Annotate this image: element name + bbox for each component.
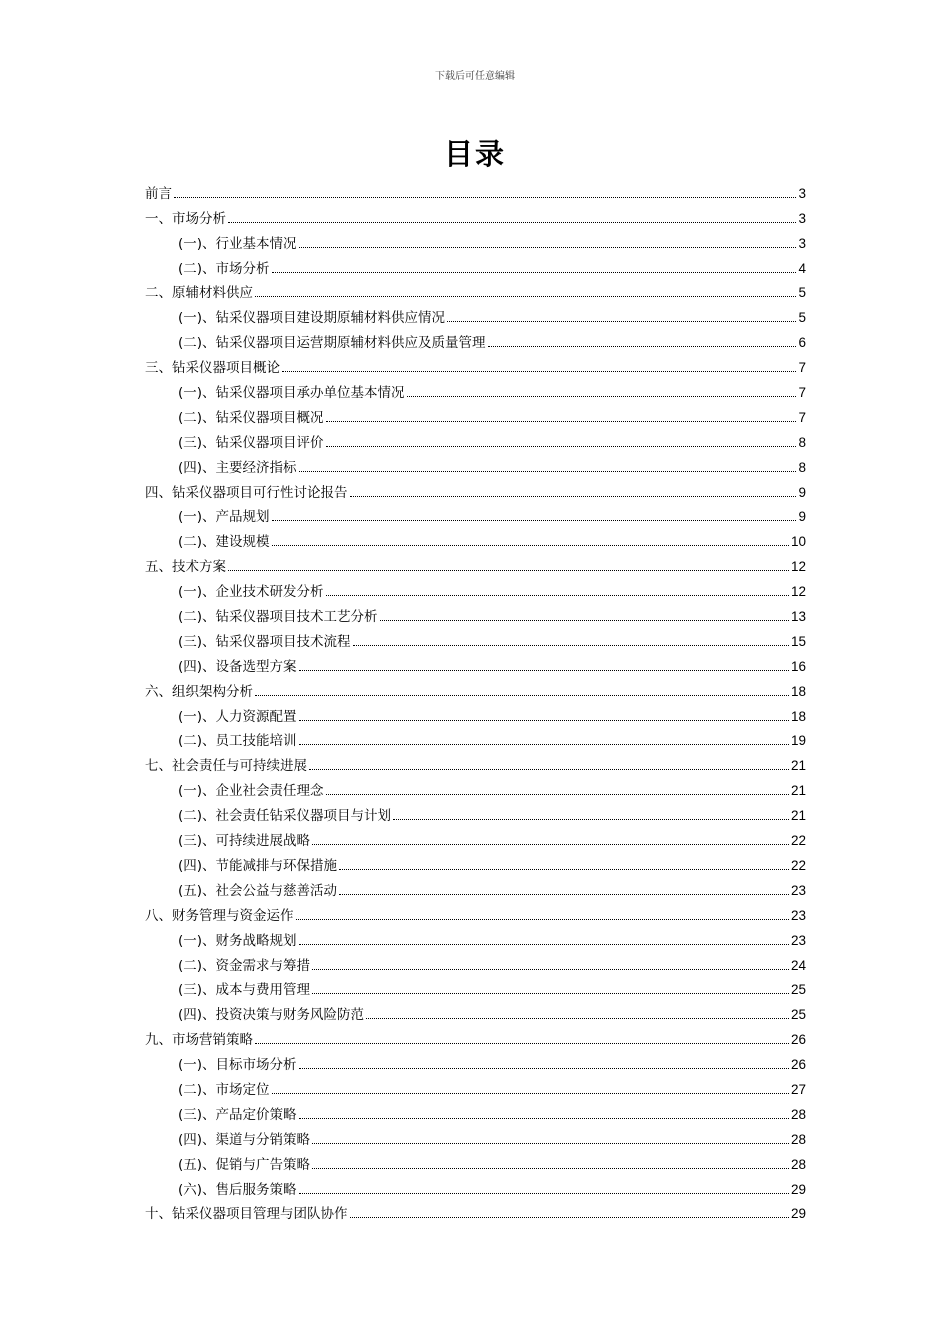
- toc-entry[interactable]: [145, 227, 806, 252]
- toc-dot-leader: [447, 321, 796, 322]
- toc-entry-page: 5: [798, 310, 806, 326]
- toc-dot-leader: [312, 969, 789, 970]
- toc-entry-page: 3: [798, 235, 806, 251]
- toc-entry-page: 15: [790, 633, 806, 649]
- toc-dot-leader: [299, 1193, 789, 1194]
- toc-entry[interactable]: [145, 1198, 806, 1223]
- toc-entry-label: (四)、主要经济指标: [178, 459, 297, 476]
- toc-entry[interactable]: [145, 550, 806, 575]
- toc-entry[interactable]: [145, 1073, 806, 1098]
- toc-dot-leader: [488, 346, 797, 347]
- toc-entry-page: 7: [798, 360, 806, 376]
- toc-entry-page: 24: [790, 957, 806, 973]
- toc-entry[interactable]: [145, 426, 806, 451]
- toc-dot-leader: [272, 545, 789, 546]
- toc-dot-leader: [174, 197, 796, 198]
- toc-entry[interactable]: [145, 749, 806, 774]
- toc-dot-leader: [312, 993, 789, 994]
- toc-entry[interactable]: [145, 725, 806, 750]
- toc-entry-page: 25: [790, 982, 806, 998]
- toc-entry[interactable]: [145, 1173, 806, 1198]
- toc-entry-page: 13: [790, 609, 806, 625]
- toc-entry-page: 18: [790, 708, 806, 724]
- toc-entry-label: (一)、产品规划: [178, 509, 270, 526]
- toc-entry-label: (二)、市场分析: [178, 260, 270, 277]
- toc-entry[interactable]: [145, 451, 806, 476]
- table-of-contents: [145, 177, 806, 1222]
- toc-entry-label: 六、组织架构分析: [145, 683, 253, 700]
- toc-dot-leader: [312, 844, 789, 845]
- toc-entry-label: (一)、人力资源配置: [178, 708, 297, 725]
- toc-entry[interactable]: [145, 525, 806, 550]
- toc-dot-leader: [228, 222, 796, 223]
- toc-entry-page: 27: [790, 1081, 806, 1097]
- toc-entry-label: (三)、产品定价策略: [178, 1106, 297, 1123]
- toc-entry-page: 22: [790, 857, 806, 873]
- toc-dot-leader: [255, 695, 789, 696]
- toc-entry-page: 3: [798, 185, 806, 201]
- page-title: 目录: [443, 137, 506, 171]
- toc-entry-label: (二)、社会责任钻采仪器项目与计划: [178, 808, 392, 825]
- toc-entry[interactable]: [145, 376, 806, 401]
- toc-dot-leader: [299, 670, 789, 671]
- toc-entry-page: 5: [798, 285, 806, 301]
- toc-entry-page: 22: [790, 833, 806, 849]
- toc-dot-leader: [350, 496, 797, 497]
- toc-entry-label: 七、社会责任与可持续进展: [145, 758, 307, 775]
- toc-entry-page: 7: [798, 385, 806, 401]
- toc-entry-page: 23: [790, 932, 806, 948]
- toc-dot-leader: [299, 471, 797, 472]
- toc-entry-label: (一)、钻采仪器项目建设期原辅材料供应情况: [178, 310, 446, 327]
- toc-entry[interactable]: [145, 301, 806, 326]
- toc-dot-leader: [407, 396, 797, 397]
- toc-dot-leader: [282, 371, 796, 372]
- toc-entry[interactable]: [145, 799, 806, 824]
- toc-entry[interactable]: [145, 675, 806, 700]
- toc-entry-page: 8: [798, 459, 806, 475]
- toc-entry-page: 29: [790, 1206, 806, 1222]
- toc-entry[interactable]: [145, 600, 806, 625]
- toc-entry-label: 二、原辅材料供应: [145, 285, 253, 302]
- toc-entry[interactable]: [145, 625, 806, 650]
- toc-entry-page: 10: [790, 534, 806, 550]
- toc-entry-label: (二)、资金需求与筹措: [178, 957, 311, 974]
- toc-entry[interactable]: [145, 924, 806, 949]
- toc-entry-page: 23: [790, 882, 806, 898]
- toc-entry[interactable]: [145, 326, 806, 351]
- toc-entry[interactable]: [145, 277, 806, 302]
- toc-dot-leader: [326, 446, 797, 447]
- toc-entry-page: 26: [790, 1057, 806, 1073]
- toc-entry-label: 十、钻采仪器项目管理与团队协作: [145, 1206, 348, 1223]
- toc-dot-leader: [366, 1018, 789, 1019]
- toc-entry-label: (一)、钻采仪器项目承办单位基本情况: [178, 385, 405, 402]
- toc-dot-leader: [228, 570, 789, 571]
- toc-entry-label: 前言: [145, 185, 172, 202]
- toc-entry-page: 9: [798, 509, 806, 525]
- toc-dot-leader: [312, 1143, 789, 1144]
- toc-dot-leader: [380, 620, 789, 621]
- toc-dot-leader: [299, 247, 797, 248]
- toc-dot-leader: [296, 919, 789, 920]
- toc-dot-leader: [353, 645, 789, 646]
- toc-entry-label: 四、钻采仪器项目可行性讨论报告: [145, 484, 348, 501]
- toc-entry-label: (一)、企业技术研发分析: [178, 584, 324, 601]
- toc-dot-leader: [272, 272, 797, 273]
- toc-entry-label: (四)、渠道与分销策略: [178, 1131, 311, 1148]
- toc-dot-leader: [299, 720, 789, 721]
- toc-entry-page: 19: [790, 733, 806, 749]
- toc-entry[interactable]: [145, 774, 806, 799]
- toc-entry-label: (二)、钻采仪器项目技术工艺分析: [178, 609, 378, 626]
- toc-entry[interactable]: [145, 575, 806, 600]
- toc-entry-page: 21: [790, 758, 806, 774]
- toc-dot-leader: [326, 421, 797, 422]
- toc-entry[interactable]: [145, 1123, 806, 1148]
- toc-entry-label: (一)、行业基本情况: [178, 235, 297, 252]
- toc-dot-leader: [339, 894, 789, 895]
- toc-entry-page: 21: [790, 783, 806, 799]
- toc-entry-label: (一)、目标市场分析: [178, 1057, 297, 1074]
- toc-entry-label: 一、市场分析: [145, 210, 226, 227]
- toc-entry[interactable]: [145, 177, 806, 202]
- toc-entry-page: 28: [790, 1156, 806, 1172]
- toc-entry-label: (三)、钻采仪器项目评价: [178, 434, 324, 451]
- toc-entry-page: 3: [798, 210, 806, 226]
- toc-entry-page: 28: [790, 1131, 806, 1147]
- toc-entry-label: (六)、售后服务策略: [178, 1181, 297, 1198]
- toc-entry-page: 8: [798, 434, 806, 450]
- toc-entry-page: 23: [790, 907, 806, 923]
- toc-entry-label: 三、钻采仪器项目概论: [145, 360, 280, 377]
- toc-entry-page: 12: [790, 584, 806, 600]
- toc-entry[interactable]: [145, 998, 806, 1023]
- toc-entry-page: 9: [798, 484, 806, 500]
- toc-entry-page: 6: [798, 335, 806, 351]
- toc-entry-page: 4: [798, 260, 806, 276]
- toc-entry-label: (一)、财务战略规划: [178, 932, 297, 949]
- toc-dot-leader: [326, 794, 789, 795]
- toc-entry[interactable]: [145, 202, 806, 227]
- toc-entry-page: 25: [790, 1007, 806, 1023]
- toc-dot-leader: [299, 944, 789, 945]
- toc-dot-leader: [255, 296, 796, 297]
- toc-entry-label: 五、技术方案: [145, 559, 226, 576]
- toc-entry-label: (三)、可持续进展战略: [178, 833, 311, 850]
- toc-entry[interactable]: [145, 1148, 806, 1173]
- toc-entry-label: (二)、市场定位: [178, 1081, 270, 1098]
- toc-entry[interactable]: [145, 1048, 806, 1073]
- toc-entry-label: (二)、建设规模: [178, 534, 270, 551]
- toc-entry[interactable]: [145, 949, 806, 974]
- toc-dot-leader: [299, 1118, 789, 1119]
- toc-dot-leader: [255, 1043, 789, 1044]
- toc-dot-leader: [272, 1093, 789, 1094]
- toc-dot-leader: [299, 744, 789, 745]
- toc-entry[interactable]: [145, 252, 806, 277]
- toc-entry[interactable]: [145, 1023, 806, 1048]
- toc-entry-label: (四)、设备选型方案: [178, 658, 297, 675]
- toc-entry[interactable]: [145, 874, 806, 899]
- toc-entry-label: (二)、钻采仪器项目概况: [178, 409, 324, 426]
- toc-entry-page: 28: [790, 1106, 806, 1122]
- toc-entry[interactable]: [145, 700, 806, 725]
- toc-entry-page: 18: [790, 683, 806, 699]
- toc-entry-label: (二)、员工技能培训: [178, 733, 297, 750]
- toc-entry[interactable]: [145, 849, 806, 874]
- toc-entry-label: (二)、钻采仪器项目运营期原辅材料供应及质量管理: [178, 335, 486, 352]
- header-note: 下载后可任意编辑: [435, 71, 515, 82]
- toc-entry[interactable]: [145, 974, 806, 999]
- toc-entry-label: (四)、投资决策与财务风险防范: [178, 1007, 365, 1024]
- toc-entry[interactable]: [145, 824, 806, 849]
- toc-entry[interactable]: [145, 351, 806, 376]
- toc-dot-leader: [326, 595, 789, 596]
- toc-entry-label: (五)、促销与广告策略: [178, 1156, 311, 1173]
- toc-entry[interactable]: [145, 899, 806, 924]
- toc-entry-label: (三)、钻采仪器项目技术流程: [178, 633, 351, 650]
- toc-entry-label: 九、市场营销策略: [145, 1032, 253, 1049]
- toc-entry-page: 29: [790, 1181, 806, 1197]
- toc-entry[interactable]: [145, 476, 806, 501]
- toc-dot-leader: [393, 819, 789, 820]
- toc-entry-label: (一)、企业社会责任理念: [178, 783, 324, 800]
- toc-entry[interactable]: [145, 401, 806, 426]
- toc-entry[interactable]: [145, 1098, 806, 1123]
- toc-entry-label: 八、财务管理与资金运作: [145, 907, 294, 924]
- toc-entry[interactable]: [145, 650, 806, 675]
- toc-entry-label: (四)、节能减排与环保措施: [178, 857, 338, 874]
- toc-dot-leader: [272, 520, 797, 521]
- toc-entry-label: (五)、社会公益与慈善活动: [178, 882, 338, 899]
- toc-entry[interactable]: [145, 501, 806, 526]
- toc-entry-page: 21: [790, 808, 806, 824]
- toc-dot-leader: [309, 769, 789, 770]
- toc-dot-leader: [339, 869, 789, 870]
- toc-entry-label: (三)、成本与费用管理: [178, 982, 311, 999]
- toc-dot-leader: [312, 1168, 789, 1169]
- toc-entry-page: 12: [790, 559, 806, 575]
- toc-entry-page: 7: [798, 409, 806, 425]
- toc-entry-page: 26: [790, 1032, 806, 1048]
- toc-dot-leader: [299, 1068, 789, 1069]
- toc-entry-page: 16: [790, 658, 806, 674]
- toc-dot-leader: [350, 1217, 789, 1218]
